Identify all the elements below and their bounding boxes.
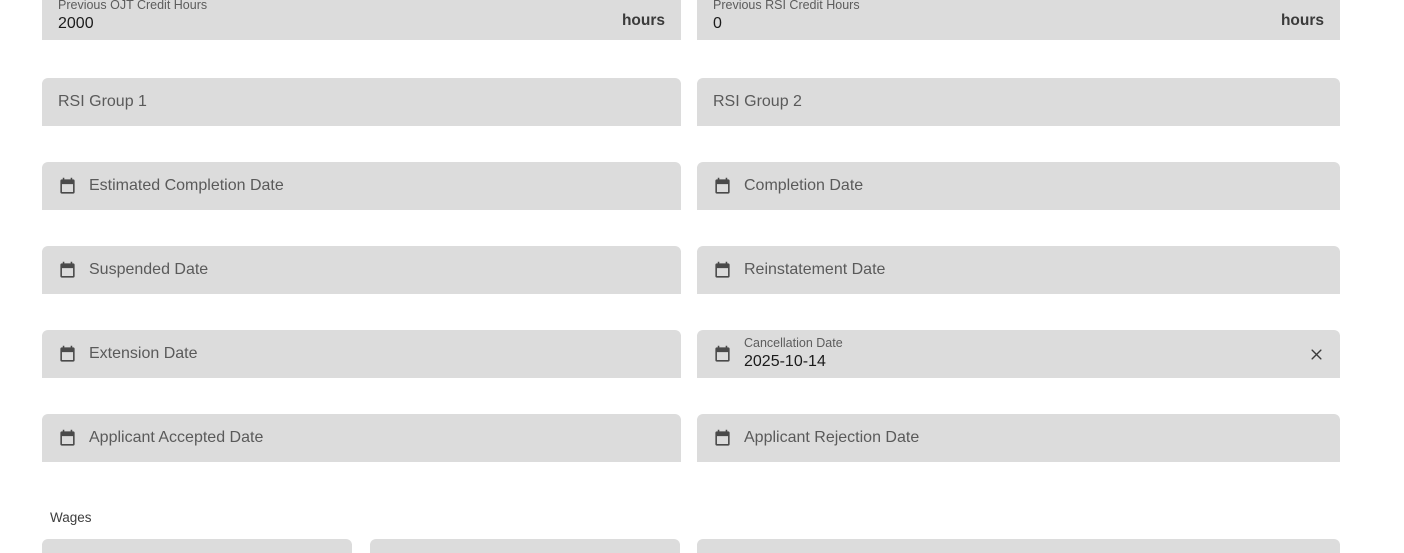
credit-hours-row <box>42 0 1340 40</box>
extension-date-placeholder: Extension Date <box>89 345 198 362</box>
cancellation-date-value: 2025-10-14 <box>744 353 826 370</box>
completion-date-placeholder: Completion Date <box>744 177 864 194</box>
applicant-dates-row <box>42 414 1340 462</box>
previous-ojt-credit-hours-value: 2000 <box>58 15 94 32</box>
previous-rsi-credit-hours-suffix: hours <box>1280 12 1324 29</box>
previous-ojt-credit-hours-label: Previous OJT Credit Hours <box>58 0 208 12</box>
close-icon[interactable] <box>1304 342 1328 366</box>
applicant-accepted-date-field[interactable] <box>42 414 681 462</box>
rsi-group-1-placeholder: RSI Group 1 <box>58 93 147 110</box>
applicant-rejection-date-placeholder: Applicant Rejection Date <box>744 429 920 446</box>
completion-date-field[interactable] <box>697 162 1340 210</box>
wages-section-label: Wages <box>50 510 92 525</box>
calendar-icon <box>58 429 77 448</box>
calendar-icon <box>713 429 732 448</box>
previous-rsi-credit-hours-value: 0 <box>713 15 722 32</box>
rsi-group-row <box>42 78 1340 126</box>
previous-ojt-credit-hours-field[interactable] <box>42 0 681 40</box>
suspension-dates-row <box>42 246 1340 294</box>
applicant-accepted-date-placeholder: Applicant Accepted Date <box>89 429 264 446</box>
applicant-rejection-date-field[interactable] <box>697 414 1340 462</box>
cancellation-date-field[interactable] <box>697 330 1340 378</box>
wage-field-2[interactable] <box>370 539 680 553</box>
completion-dates-row <box>42 162 1340 210</box>
calendar-icon <box>58 177 77 196</box>
calendar-icon <box>713 345 732 364</box>
calendar-icon <box>58 345 77 364</box>
rsi-group-2-placeholder: RSI Group 2 <box>713 93 802 110</box>
wage-field-3[interactable] <box>697 539 1340 553</box>
suspended-date-field[interactable] <box>42 246 681 294</box>
suspended-date-placeholder: Suspended Date <box>89 261 209 278</box>
previous-rsi-credit-hours-label: Previous RSI Credit Hours <box>713 0 860 12</box>
wage-field-1[interactable] <box>42 539 352 553</box>
extension-cancellation-row <box>42 330 1340 378</box>
rsi-group-2-field[interactable] <box>697 78 1340 126</box>
extension-date-field[interactable] <box>42 330 681 378</box>
calendar-icon <box>58 261 77 280</box>
previous-ojt-credit-hours-suffix: hours <box>621 12 665 29</box>
previous-rsi-credit-hours-field[interactable] <box>697 0 1340 40</box>
reinstatement-date-placeholder: Reinstatement Date <box>744 261 886 278</box>
estimated-completion-date-placeholder: Estimated Completion Date <box>89 177 284 194</box>
cancellation-date-label: Cancellation Date <box>744 336 843 350</box>
estimated-completion-date-field[interactable] <box>42 162 681 210</box>
calendar-icon <box>713 177 732 196</box>
reinstatement-date-field[interactable] <box>697 246 1340 294</box>
rsi-group-1-field[interactable] <box>42 78 681 126</box>
calendar-icon <box>713 261 732 280</box>
